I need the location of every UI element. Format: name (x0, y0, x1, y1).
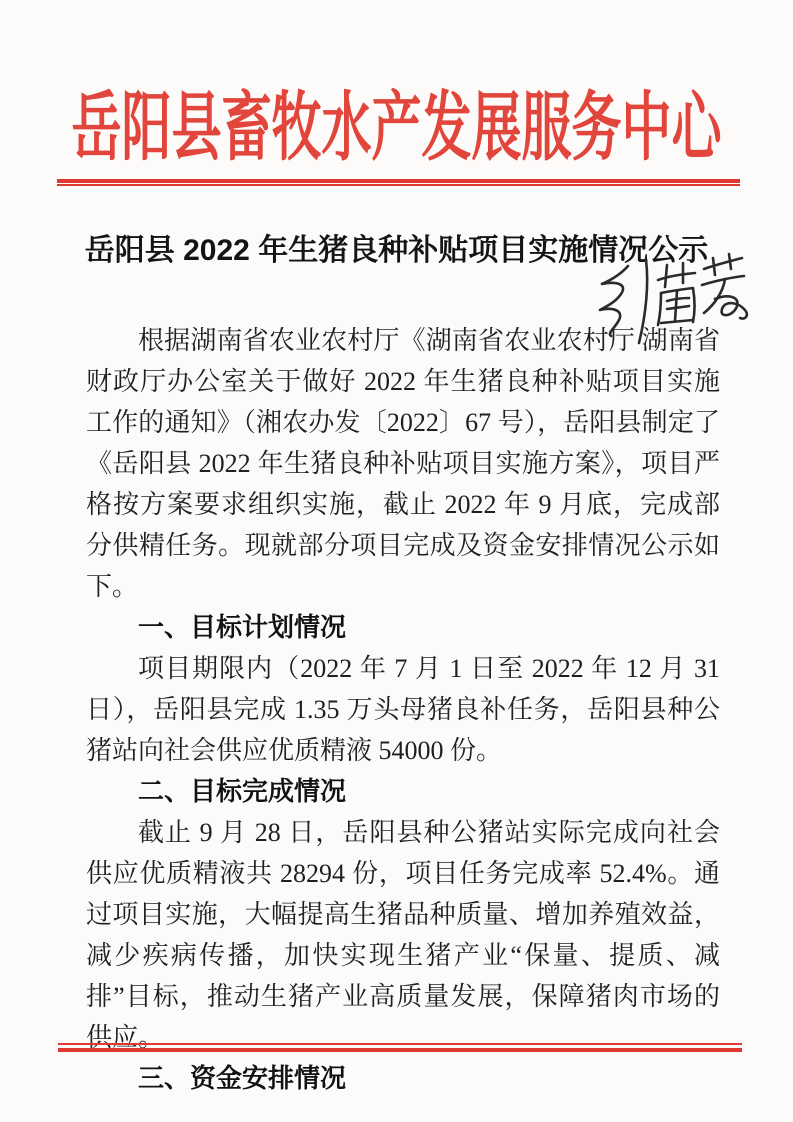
letterhead-org-name: 岳阳县畜牧水产发展服务中心 (71, 85, 722, 170)
footer-rule (58, 1043, 742, 1052)
section-2-paragraph: 截止 9 月 28 日，岳阳县种公猪站实际完成向社会供应优质精液共 28294 份，项目任务完成率 52.4%。通过项目实施，大幅提高生猪品种质量、增加养殖效益，减少疾病传播，加快实现生猪产业“保量、提质、减排”目标，推动生猪产业高质量发展，保障猪肉市场的供应。 (86, 818, 720, 1052)
section-2-heading: 二、目标完成情况 (138, 776, 347, 806)
signature-strokes (600, 254, 747, 343)
letterhead-separator-rule (57, 179, 740, 186)
handwritten-signature-icon (586, 250, 756, 348)
document-body (86, 320, 720, 1099)
section-1-heading: 一、目标计划情况 (138, 612, 347, 642)
intro-paragraph: 根据湖南省农业农村厅《湖南省农业农村厅 湖南省财政厅办公室关于做好 2022 年生猪良种补贴项目实施工作的通知》（湘农办发〔2022〕67 号），岳阳县制定了《岳阳县 2022 年生猪良种补贴项目实施方案》，项目严格按方案要求组织实施，截止 2022 年 9 月底，完成部分供精任务。现就部分项目完成及资金安排情况公示如下。 (86, 326, 720, 601)
section-1-paragraph: 项目期限内（2022 年 7 月 1 日至 2022 年 12 月 31 日），岳阳县完成 1.35 万头母猪良补任务，岳阳县种公猪站向社会供应优质精液 54000 份。 (86, 654, 720, 765)
section-3-heading: 三、资金安排情况 (138, 1063, 347, 1093)
document-title: 岳阳县 2022 年生猪良种补贴项目实施情况公示 (84, 234, 709, 267)
